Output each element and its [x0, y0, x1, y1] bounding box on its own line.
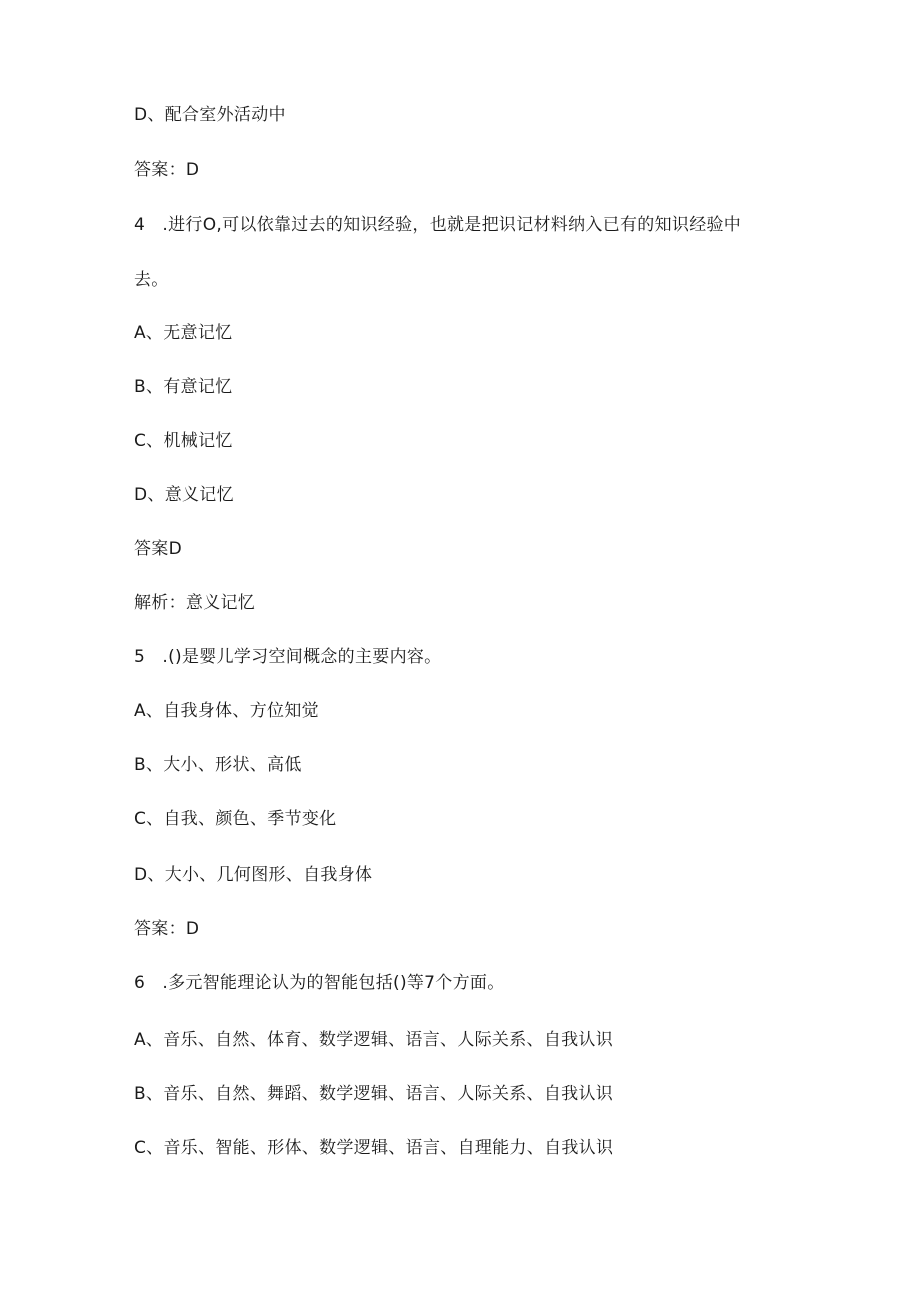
answer-q4: 答案D [134, 539, 182, 559]
option-c-q4: C、机械记忆 [134, 431, 233, 451]
option-d-q4: D、意义记忆 [134, 485, 234, 505]
option-a-q4: A、无意记忆 [134, 323, 233, 343]
option-c-q5: C、自我、颜色、季节变化 [134, 809, 337, 829]
option-d-q5: D、大小、几何图形、自我身体 [134, 865, 373, 885]
option-d-q3: D、配合室外活动中 [134, 105, 286, 125]
option-b-q6: B、音乐、自然、舞蹈、数学逻辑、语言、人际关系、自我认识 [134, 1084, 614, 1104]
answer-q3: 答案：D [134, 160, 200, 180]
question-6: 6 .多元智能理论认为的智能包括()等7个方面。 [134, 973, 505, 993]
analysis-q4: 解析：意义记忆 [134, 593, 256, 613]
question-4: 4 .进行O,可以依靠过去的知识经验，也就是把识记材料纳入已有的知识经验中 [134, 215, 742, 235]
answer-q5: 答案：D [134, 919, 200, 939]
option-c-q6: C、音乐、智能、形体、数学逻辑、语言、自理能力、自我认识 [134, 1138, 614, 1158]
option-a-q5: A、自我身体、方位知觉 [134, 701, 319, 721]
question-4-continued: 去。 [134, 270, 169, 290]
option-a-q6: A、音乐、自然、体育、数学逻辑、语言、人际关系、自我认识 [134, 1030, 614, 1050]
option-b-q4: B、有意记忆 [134, 377, 233, 397]
option-b-q5: B、大小、形状、高低 [134, 755, 302, 775]
question-5: 5 .()是婴儿学习空间概念的主要内容。 [134, 647, 442, 667]
